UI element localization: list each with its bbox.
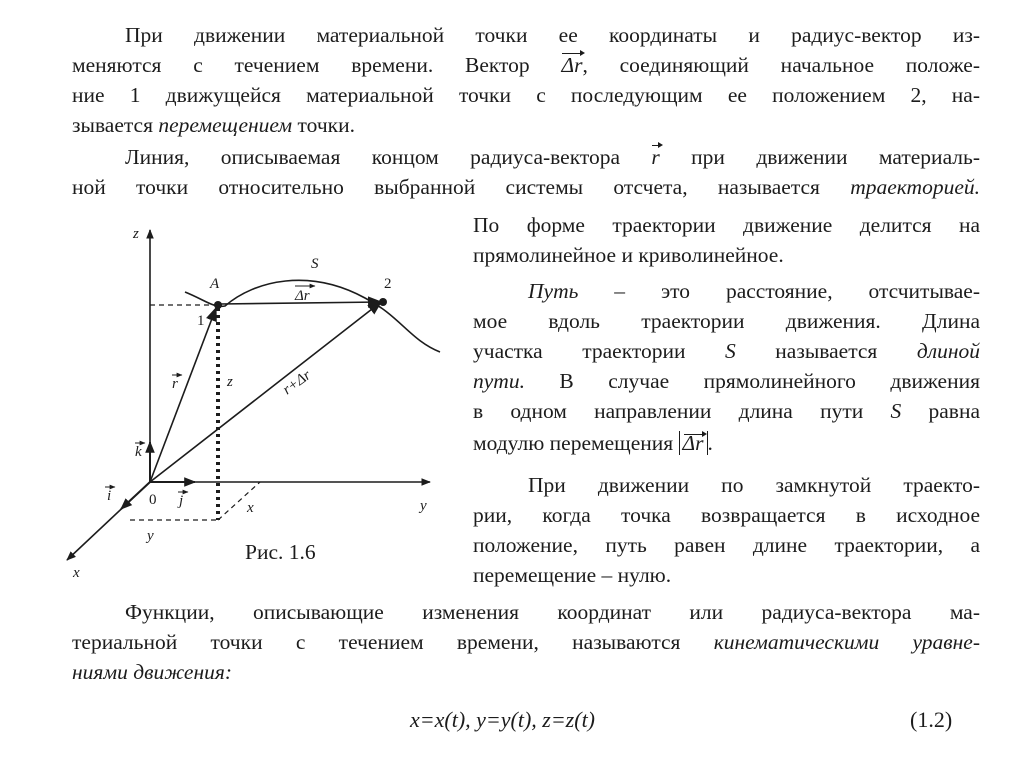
point-2 xyxy=(379,298,387,306)
point-1 xyxy=(214,301,222,309)
text-line: ниями движения: xyxy=(72,660,233,684)
label-path-s: S xyxy=(311,256,319,272)
paragraph-displacement-body xyxy=(72,50,980,140)
term-path-length: длиной xyxy=(916,339,980,363)
label-point-2: 2 xyxy=(384,276,392,292)
label-unit-i: i xyxy=(107,488,112,504)
label-x-axis: x xyxy=(73,565,80,581)
text-line: При движении материальной точки ее координаты и радиус-вектор из- xyxy=(125,23,980,47)
label-unit-k: k xyxy=(135,444,142,460)
text-line: ной точки относительно выбранной системы отсчета, называется траекторией. xyxy=(72,175,980,199)
text-line: Функции, описывающие изменения координат или радиуса-вектора ма- xyxy=(125,600,980,624)
text-line: По форме траектории движение делится на xyxy=(473,213,980,237)
text-line: При движении по замкнутой траекто- xyxy=(528,473,980,497)
trajectory-curve xyxy=(185,280,440,352)
text-line: рии, когда точка возвращается в исходное xyxy=(473,503,980,527)
text-line: модулю перемещения Δr . xyxy=(473,431,713,455)
vector-r: r xyxy=(651,142,659,172)
unit-vector-i xyxy=(121,482,150,509)
paragraph-trajectory-body xyxy=(72,172,980,202)
figure-caption: Рис. 1.6 xyxy=(245,540,316,564)
paragraph-path xyxy=(528,276,980,306)
label-z-coordinate: z xyxy=(227,374,233,390)
vector-delta-r: Δr xyxy=(561,50,582,80)
paragraph-trajectory xyxy=(125,142,980,172)
text-line: мое вдоль траектории движения. Длина xyxy=(473,309,980,333)
text-line: в одном направлении длина пути S равна xyxy=(473,399,980,423)
equation-formula: x=x(t), y=y(t), z=z(t) xyxy=(410,707,596,732)
paragraph-kinematic-equations-body xyxy=(72,627,980,687)
paragraph-path-body xyxy=(473,306,980,460)
text-line: териальной точки с течением времени, называются кинематическими уравне- xyxy=(72,630,980,654)
projection-line xyxy=(218,482,260,520)
label-r-plus-delta-r: r+Δr xyxy=(279,367,315,399)
paragraph-kinematic-equations xyxy=(125,597,980,627)
paragraph-closed-path-body xyxy=(473,500,980,590)
label-y-axis: y xyxy=(420,498,427,514)
label-y-coordinate: y xyxy=(147,528,154,544)
equation-number: (1.2) xyxy=(910,707,953,732)
text-line: участка траектории S называется длиной xyxy=(473,339,980,363)
text-line: Линия, описываемая концом радиуса-вектора r при движении материаль- xyxy=(125,142,980,172)
label-point-1: 1 xyxy=(197,313,205,329)
text-line: Путь – это расстояние, отсчитывае- xyxy=(528,279,980,303)
text-line: зывается перемещением точки. xyxy=(72,113,355,137)
label-unit-j: j xyxy=(179,493,184,509)
label-r: r xyxy=(172,376,178,392)
text-line: перемещение – нулю. xyxy=(473,563,672,587)
term-trajectory: траекторией. xyxy=(850,175,980,199)
text-line: пути. В случае прямолинейного движения xyxy=(473,369,980,393)
label-point-a: A xyxy=(210,276,220,292)
paragraph-displacement xyxy=(125,20,980,50)
label-x-coordinate: x xyxy=(247,500,254,516)
term-kinematic-equations: кинематическими уравне- xyxy=(713,630,980,654)
displacement-modulus: Δr xyxy=(679,431,708,455)
label-origin: 0 xyxy=(149,492,157,508)
term-displacement: перемещением xyxy=(158,113,293,137)
right-column-text xyxy=(473,210,980,270)
term-path: Путь xyxy=(528,279,579,303)
paragraph-closed-path xyxy=(528,470,980,500)
text-line: прямолинейное и криволинейное. xyxy=(473,243,784,267)
text-line: ние 1 движущейся материальной точки с последующим ее положением 2, на- xyxy=(72,83,980,107)
figure-radius-vector-diagram xyxy=(55,220,465,590)
text-line: положение, путь равен длине траектории, а xyxy=(473,533,980,557)
text-line: меняются с течением времени. Вектор Δr, соединяющий начальное положе- xyxy=(72,50,980,80)
label-z-axis: z xyxy=(133,226,139,242)
label-delta-r: Δr xyxy=(295,288,310,304)
